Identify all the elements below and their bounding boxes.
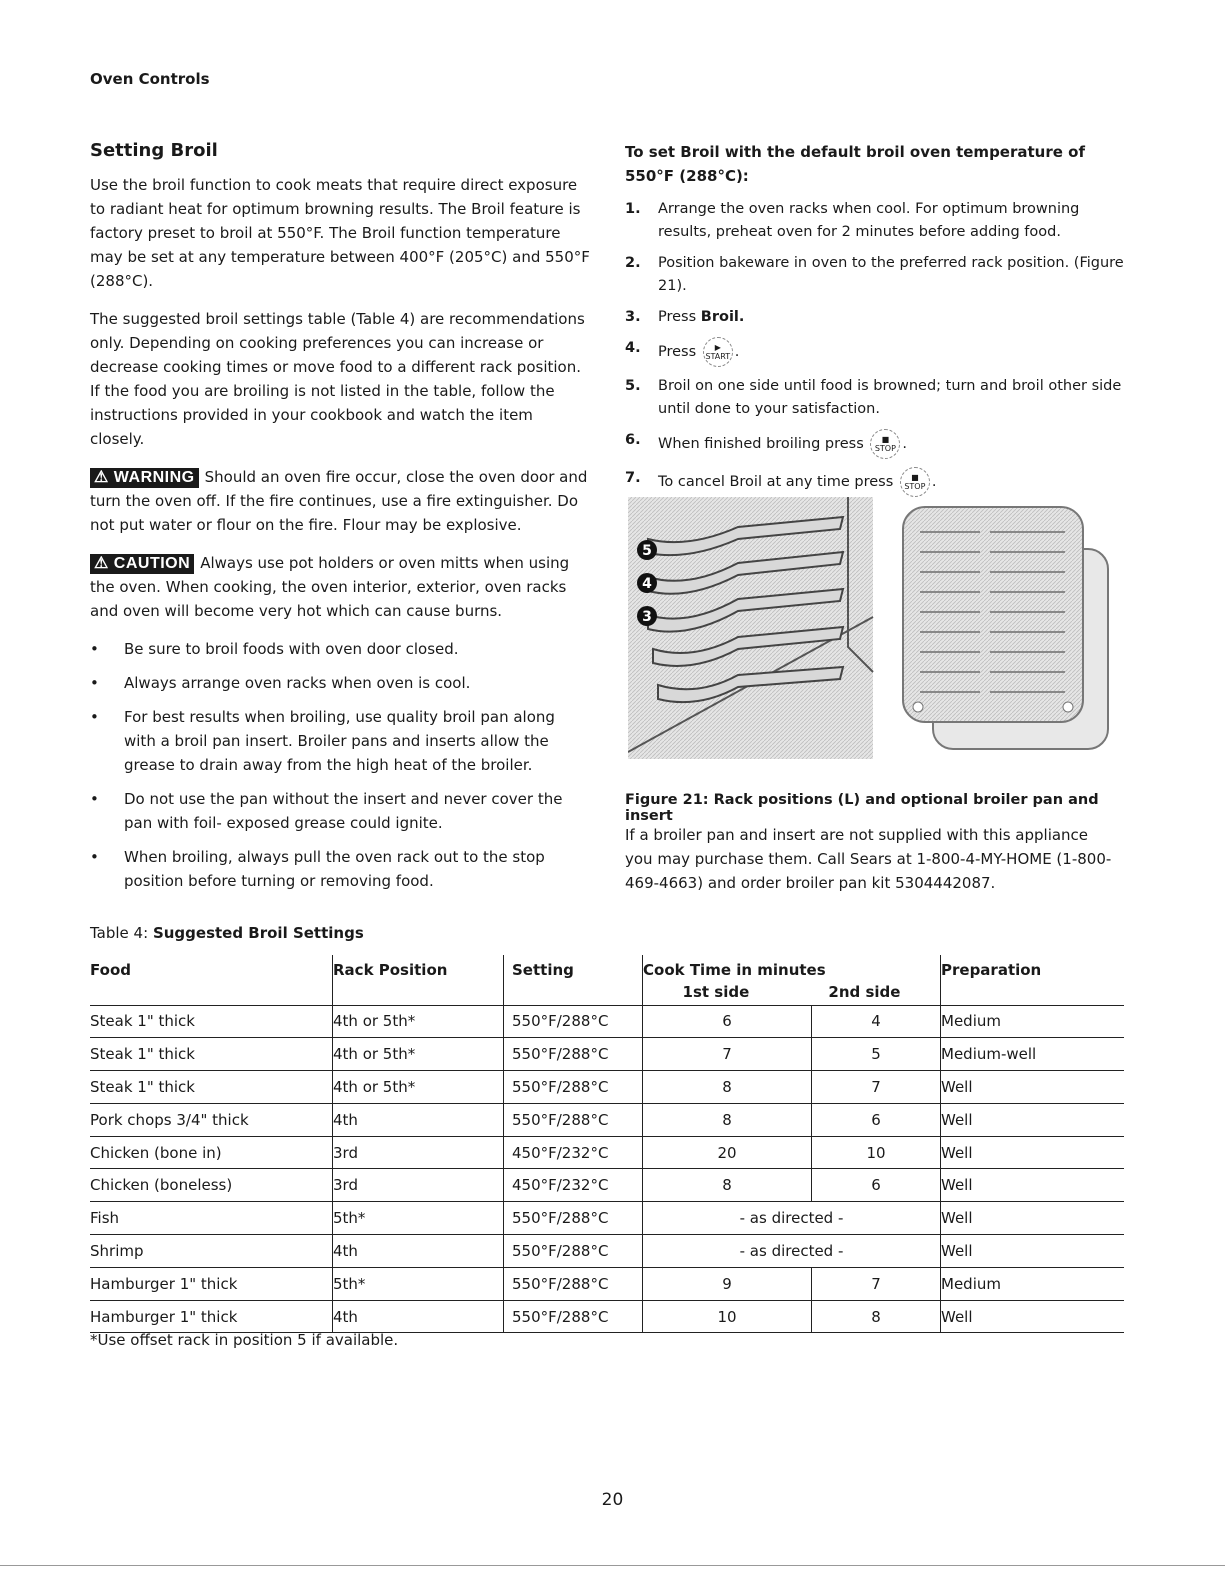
- figure-caption: Figure 21: Rack positions (L) and optional broiler pan and insert: [625, 792, 1099, 824]
- cell-rack: 3rd: [333, 1169, 504, 1202]
- list-item: • For best results when broiling, use quality broil pan along with a broil pan insert. Broiler pans and inserts allow the grease to drain away from the high heat of the broiler.: [90, 705, 590, 777]
- cell-second-side: 6: [812, 1169, 941, 1202]
- cell-setting: 550°F/288°C: [504, 1300, 643, 1333]
- recommendation-paragraph: The suggested broil settings table (Table 4) are recommendations only. Depending on cooking preferences you can increase or decrease cooking times or move food to a different rack position. If the food you are broiling is not listed in the table, follow the instructions provided in your cookbook and watch the item closely.: [90, 310, 585, 448]
- warning-label: WARNING: [113, 469, 195, 486]
- step-number: 2.: [625, 255, 641, 271]
- cell-rack: 4th: [333, 1300, 504, 1333]
- broil-tips-list: [90, 637, 590, 893]
- stop-button-icon: ■ STOP: [900, 467, 930, 497]
- start-label: START: [705, 352, 731, 361]
- cook-time-heading: Cook Time in minutes: [643, 961, 826, 979]
- broiler-pan-insert: [903, 507, 1083, 722]
- step-text: When finished broiling press: [658, 436, 864, 452]
- list-item: • Do not use the pan without the insert and never cover the pan with foil- exposed grease could ignite.: [90, 787, 590, 835]
- section-title: Setting Broil: [90, 140, 218, 161]
- table-row: [90, 1169, 1124, 1202]
- cell-second-side: 10: [812, 1136, 941, 1169]
- table-row: [90, 1136, 1124, 1169]
- cell-food: Hamburger 1" thick: [90, 1267, 333, 1300]
- purchase-note: If a broiler pan and insert are not supplied with this appliance you may purchase them. Call Sears at 1-800-4-MY-HOME (1-800-469-4663) and order broiler pan kit 5304442087.: [625, 826, 1112, 892]
- cell-second-side: 4: [812, 1005, 941, 1038]
- rack-label-3: 3: [642, 609, 652, 625]
- rack-illustration: [628, 497, 1113, 759]
- cell-rack: 4th: [333, 1235, 504, 1268]
- step-text: .: [931, 474, 937, 490]
- cell-setting: 450°F/232°C: [504, 1169, 643, 1202]
- col-second-side: 2nd side: [828, 983, 901, 1001]
- cell-setting: 550°F/288°C: [504, 1202, 643, 1235]
- cell-preparation: Well: [941, 1235, 1125, 1268]
- broil-key-label: Broil.: [700, 309, 745, 325]
- step-item: [625, 467, 1130, 497]
- cell-preparation: Medium-well: [941, 1038, 1125, 1071]
- page-bottom-rule: [0, 1565, 1225, 1566]
- cell-preparation: Well: [941, 1300, 1125, 1333]
- col-cook-time: [643, 955, 941, 1005]
- table-body: [90, 1005, 1124, 1333]
- cell-first-side: 8: [643, 1103, 812, 1136]
- cell-setting: 550°F/288°C: [504, 1005, 643, 1038]
- cell-preparation: Medium: [941, 1267, 1125, 1300]
- caution-paragraph: [90, 551, 590, 623]
- step-item: [625, 375, 1130, 421]
- cell-rack: 4th or 5th*: [333, 1005, 504, 1038]
- cell-cook-time-span: - as directed -: [643, 1235, 941, 1268]
- col-preparation: Preparation: [941, 955, 1125, 1005]
- step-text: To cancel Broil at any time press: [658, 474, 894, 490]
- table-header-row: [90, 955, 1124, 1005]
- step-number: 5.: [625, 378, 641, 394]
- step-text: Broil on one side until food is browned; turn and broil other side until done to your satisfaction.: [658, 378, 1122, 417]
- col-first-side: 1st side: [682, 983, 750, 1001]
- cell-food: Steak 1" thick: [90, 1071, 333, 1104]
- cell-rack: 4th or 5th*: [333, 1071, 504, 1104]
- cell-second-side: 7: [812, 1071, 941, 1104]
- step-number: 6.: [625, 432, 641, 448]
- cell-preparation: Well: [941, 1202, 1125, 1235]
- cell-second-side: 5: [812, 1038, 941, 1071]
- cell-rack: 4th: [333, 1103, 504, 1136]
- cell-preparation: Well: [941, 1169, 1125, 1202]
- list-item: • Be sure to broil foods with oven door closed.: [90, 637, 590, 661]
- cell-preparation: Well: [941, 1071, 1125, 1104]
- warning-paragraph: [90, 465, 590, 537]
- table-row: [90, 1300, 1124, 1333]
- step-number: 1.: [625, 201, 641, 217]
- warning-badge: ⚠ WARNING: [90, 468, 199, 488]
- cell-setting: 550°F/288°C: [504, 1267, 643, 1300]
- step-text: Arrange the oven racks when cool. For optimum browning results, preheat oven for 2 minutes before adding food.: [658, 201, 1080, 240]
- cell-setting: 550°F/288°C: [504, 1103, 643, 1136]
- stop-label: STOP: [874, 444, 896, 453]
- cell-food: Steak 1" thick: [90, 1038, 333, 1071]
- table-footnote: *Use offset rack in position 5 if available.: [90, 1331, 399, 1349]
- cell-setting: 550°F/288°C: [504, 1235, 643, 1268]
- cell-first-side: 6: [643, 1005, 812, 1038]
- cell-food: Hamburger 1" thick: [90, 1300, 333, 1333]
- steps-heading: To set Broil with the default broil oven temperature of 550°F (288°C):: [625, 143, 1085, 185]
- broiler-pan: [903, 507, 1108, 749]
- cell-second-side: 7: [812, 1267, 941, 1300]
- cell-second-side: 8: [812, 1300, 941, 1333]
- caution-text: Always use pot holders or oven mitts when using the oven. When cooking, the oven interior, exterior, oven racks and oven will become very hot which can cause burns.: [90, 554, 570, 620]
- right-column: [625, 140, 1130, 505]
- caution-badge: ⚠ CAUTION: [90, 554, 194, 574]
- table-number: Table 4:: [90, 924, 149, 942]
- table-row: [90, 1235, 1124, 1268]
- cell-setting: 550°F/288°C: [504, 1071, 643, 1104]
- cell-rack: 5th*: [333, 1202, 504, 1235]
- table-row: [90, 1038, 1124, 1071]
- cell-first-side: 10: [643, 1300, 812, 1333]
- step-item: [625, 198, 1130, 244]
- start-button-icon: ▶ START: [703, 337, 733, 367]
- list-item: • When broiling, always pull the oven rack out to the stop position before turning or removing food.: [90, 845, 590, 893]
- col-food: Food: [90, 961, 131, 979]
- cell-second-side: 6: [812, 1103, 941, 1136]
- step-number: 3.: [625, 309, 641, 325]
- cell-preparation: Well: [941, 1103, 1125, 1136]
- cell-first-side: 8: [643, 1071, 812, 1104]
- col-rack-position: Rack Position: [333, 955, 504, 1005]
- cell-food: Fish: [90, 1202, 333, 1235]
- stop-button-icon: ■ STOP: [870, 429, 900, 459]
- table-row: [90, 1103, 1124, 1136]
- step-text: Press: [658, 309, 701, 325]
- table-row: [90, 1202, 1124, 1235]
- cell-first-side: 8: [643, 1169, 812, 1202]
- cell-food: Chicken (bone in): [90, 1136, 333, 1169]
- left-column: [90, 140, 590, 903]
- cell-setting: 550°F/288°C: [504, 1038, 643, 1071]
- table-row: [90, 1005, 1124, 1038]
- page-number: 20: [601, 1490, 624, 1510]
- step-text: .: [734, 344, 740, 360]
- cell-food: Steak 1" thick: [90, 1005, 333, 1038]
- table-title-text: Suggested Broil Settings: [152, 924, 364, 942]
- cell-first-side: 7: [643, 1038, 812, 1071]
- step-text: Press: [658, 344, 697, 360]
- cell-food: Chicken (boneless): [90, 1169, 333, 1202]
- warning-text: Should an oven fire occur, close the oven door and turn the oven off. If the fire continues, use a fire extinguisher. Do not put water or flour on the fire. Flour may be explosive.: [90, 468, 588, 534]
- cell-food: Shrimp: [90, 1235, 333, 1268]
- table-row: [90, 1071, 1124, 1104]
- section-header: Oven Controls: [90, 70, 210, 88]
- cell-cook-time-span: - as directed -: [643, 1202, 941, 1235]
- step-number: 4.: [625, 340, 641, 356]
- caution-label: CAUTION: [113, 555, 191, 572]
- cell-rack: 4th or 5th*: [333, 1038, 504, 1071]
- cell-food: Pork chops 3/4" thick: [90, 1103, 333, 1136]
- rack-position-labels: [637, 540, 657, 626]
- rack-figure: [628, 497, 1113, 759]
- cell-rack: 5th*: [333, 1267, 504, 1300]
- cell-setting: 450°F/232°C: [504, 1136, 643, 1169]
- rack-label-4: 4: [642, 576, 652, 592]
- cell-first-side: 9: [643, 1267, 812, 1300]
- step-item: [625, 337, 1130, 367]
- step-item: [625, 429, 1130, 459]
- rack-label-5: 5: [642, 543, 652, 559]
- stop-label: STOP: [904, 482, 926, 491]
- step-item: [625, 252, 1130, 298]
- cell-first-side: 20: [643, 1136, 812, 1169]
- intro-paragraph: Use the broil function to cook meats that require direct exposure to radiant heat for optimum browning results. The Broil feature is factory preset to broil at 550°F. The Broil function temperature may be set at any temperature between 400°F (205°C) and 550°F (288°C).: [90, 176, 590, 290]
- table-title: [90, 924, 364, 942]
- step-number: 7.: [625, 470, 641, 486]
- cell-preparation: Well: [941, 1136, 1125, 1169]
- step-item: [625, 306, 1130, 329]
- cell-preparation: Medium: [941, 1005, 1125, 1038]
- table-row: [90, 1267, 1124, 1300]
- broil-settings-table: [90, 955, 1124, 1333]
- cell-rack: 3rd: [333, 1136, 504, 1169]
- step-text: .: [902, 436, 907, 452]
- step-text: Position bakeware in oven to the preferred rack position. (Figure 21).: [658, 255, 1124, 294]
- steps-list: [625, 198, 1130, 497]
- list-item: • Always arrange oven racks when oven is cool.: [90, 671, 590, 695]
- col-setting: Setting: [504, 955, 643, 1005]
